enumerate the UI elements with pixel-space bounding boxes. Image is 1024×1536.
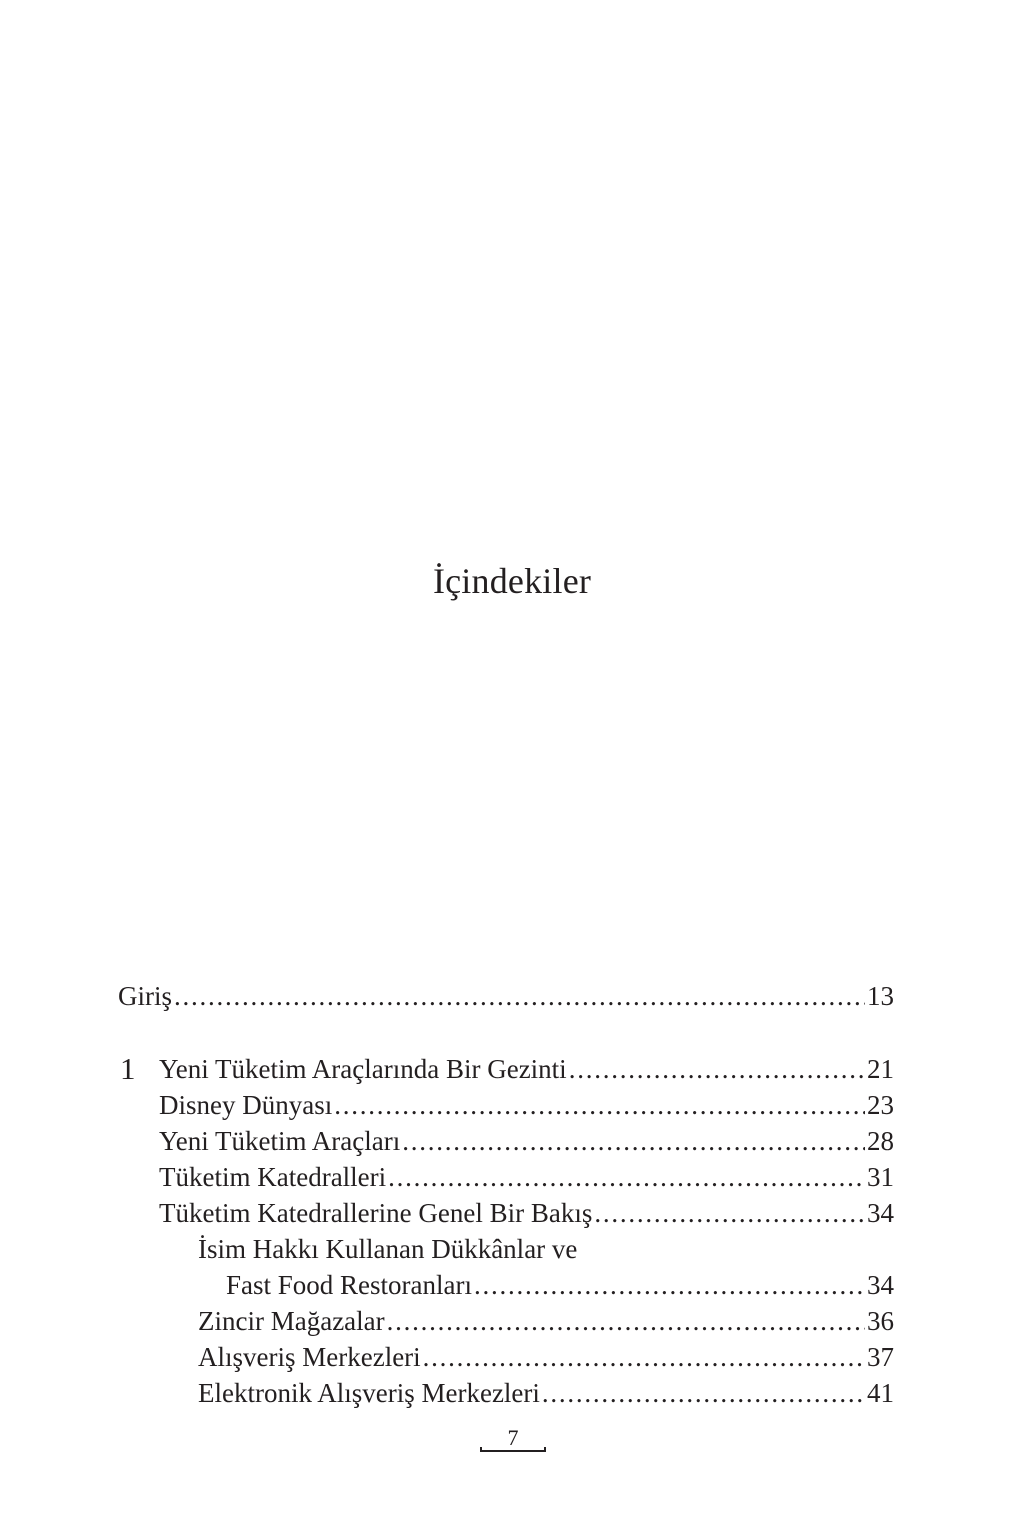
toc-entry-label: Alışveriş Merkezleri bbox=[198, 1342, 421, 1372]
toc-entry[interactable] bbox=[159, 1123, 894, 1159]
toc-entry-label: Tüketim Katedralleri bbox=[159, 1162, 387, 1192]
toc-entry-label: Elektronik Alışveriş Merkezleri bbox=[198, 1378, 540, 1408]
dot-leader bbox=[174, 978, 865, 1014]
toc-entry-intro[interactable] bbox=[118, 978, 894, 1014]
toc-subentry-line1[interactable] bbox=[198, 1231, 894, 1267]
toc-entry-label: Yeni Tüketim Araçlarında Bir Gezinti bbox=[159, 1054, 567, 1084]
toc-subentry[interactable] bbox=[198, 1303, 894, 1339]
dot-leader bbox=[569, 1051, 865, 1087]
toc-entry-page: 34 bbox=[867, 1270, 894, 1300]
toc-entry-label: Disney Dünyası bbox=[159, 1090, 333, 1120]
toc-entry-page: 37 bbox=[867, 1342, 894, 1372]
toc-entry-page: 34 bbox=[867, 1198, 894, 1228]
dot-leader bbox=[542, 1375, 865, 1411]
toc-entry-label: Zincir Mağazalar bbox=[198, 1306, 385, 1336]
toc-entry-page: 21 bbox=[867, 1054, 894, 1084]
toc-entry-page: 41 bbox=[867, 1378, 894, 1408]
page-number bbox=[480, 1425, 546, 1453]
toc-subentry[interactable] bbox=[198, 1375, 894, 1411]
toc-entry-page: 31 bbox=[867, 1162, 894, 1192]
page-number-text: 7 bbox=[507, 1425, 519, 1450]
dot-leader bbox=[594, 1195, 865, 1231]
toc-entry-page: 36 bbox=[867, 1306, 894, 1336]
dot-leader bbox=[387, 1303, 865, 1339]
dot-leader bbox=[423, 1339, 865, 1375]
toc-entry-label: Giriş bbox=[118, 981, 172, 1011]
toc-entry[interactable] bbox=[159, 1195, 894, 1231]
toc-entry-page: 28 bbox=[867, 1126, 894, 1156]
toc-entry-page: 13 bbox=[867, 981, 894, 1011]
dot-leader bbox=[474, 1267, 865, 1303]
toc-subentry[interactable] bbox=[198, 1339, 894, 1375]
toc-subentry[interactable] bbox=[226, 1267, 894, 1303]
toc-entry-label: İsim Hakkı Kullanan Dükkânlar ve bbox=[198, 1234, 578, 1264]
toc-entry-chapter[interactable] bbox=[159, 1051, 894, 1087]
toc-entry-page: 23 bbox=[867, 1090, 894, 1120]
toc-entry-label: Tüketim Katedrallerine Genel Bir Bakış bbox=[159, 1198, 593, 1228]
page-title: İçindekiler bbox=[432, 561, 592, 601]
toc-entry-label: Yeni Tüketim Araçları bbox=[159, 1126, 401, 1156]
toc-entry-label: Fast Food Restoranları bbox=[226, 1270, 472, 1300]
toc-entry[interactable] bbox=[159, 1159, 894, 1195]
chapter-number: 1 bbox=[120, 1051, 136, 1086]
dot-leader bbox=[334, 1087, 865, 1123]
dot-leader bbox=[388, 1159, 865, 1195]
page-number-bracket bbox=[480, 1447, 546, 1452]
toc-entry[interactable] bbox=[159, 1087, 894, 1123]
dot-leader bbox=[402, 1123, 865, 1159]
